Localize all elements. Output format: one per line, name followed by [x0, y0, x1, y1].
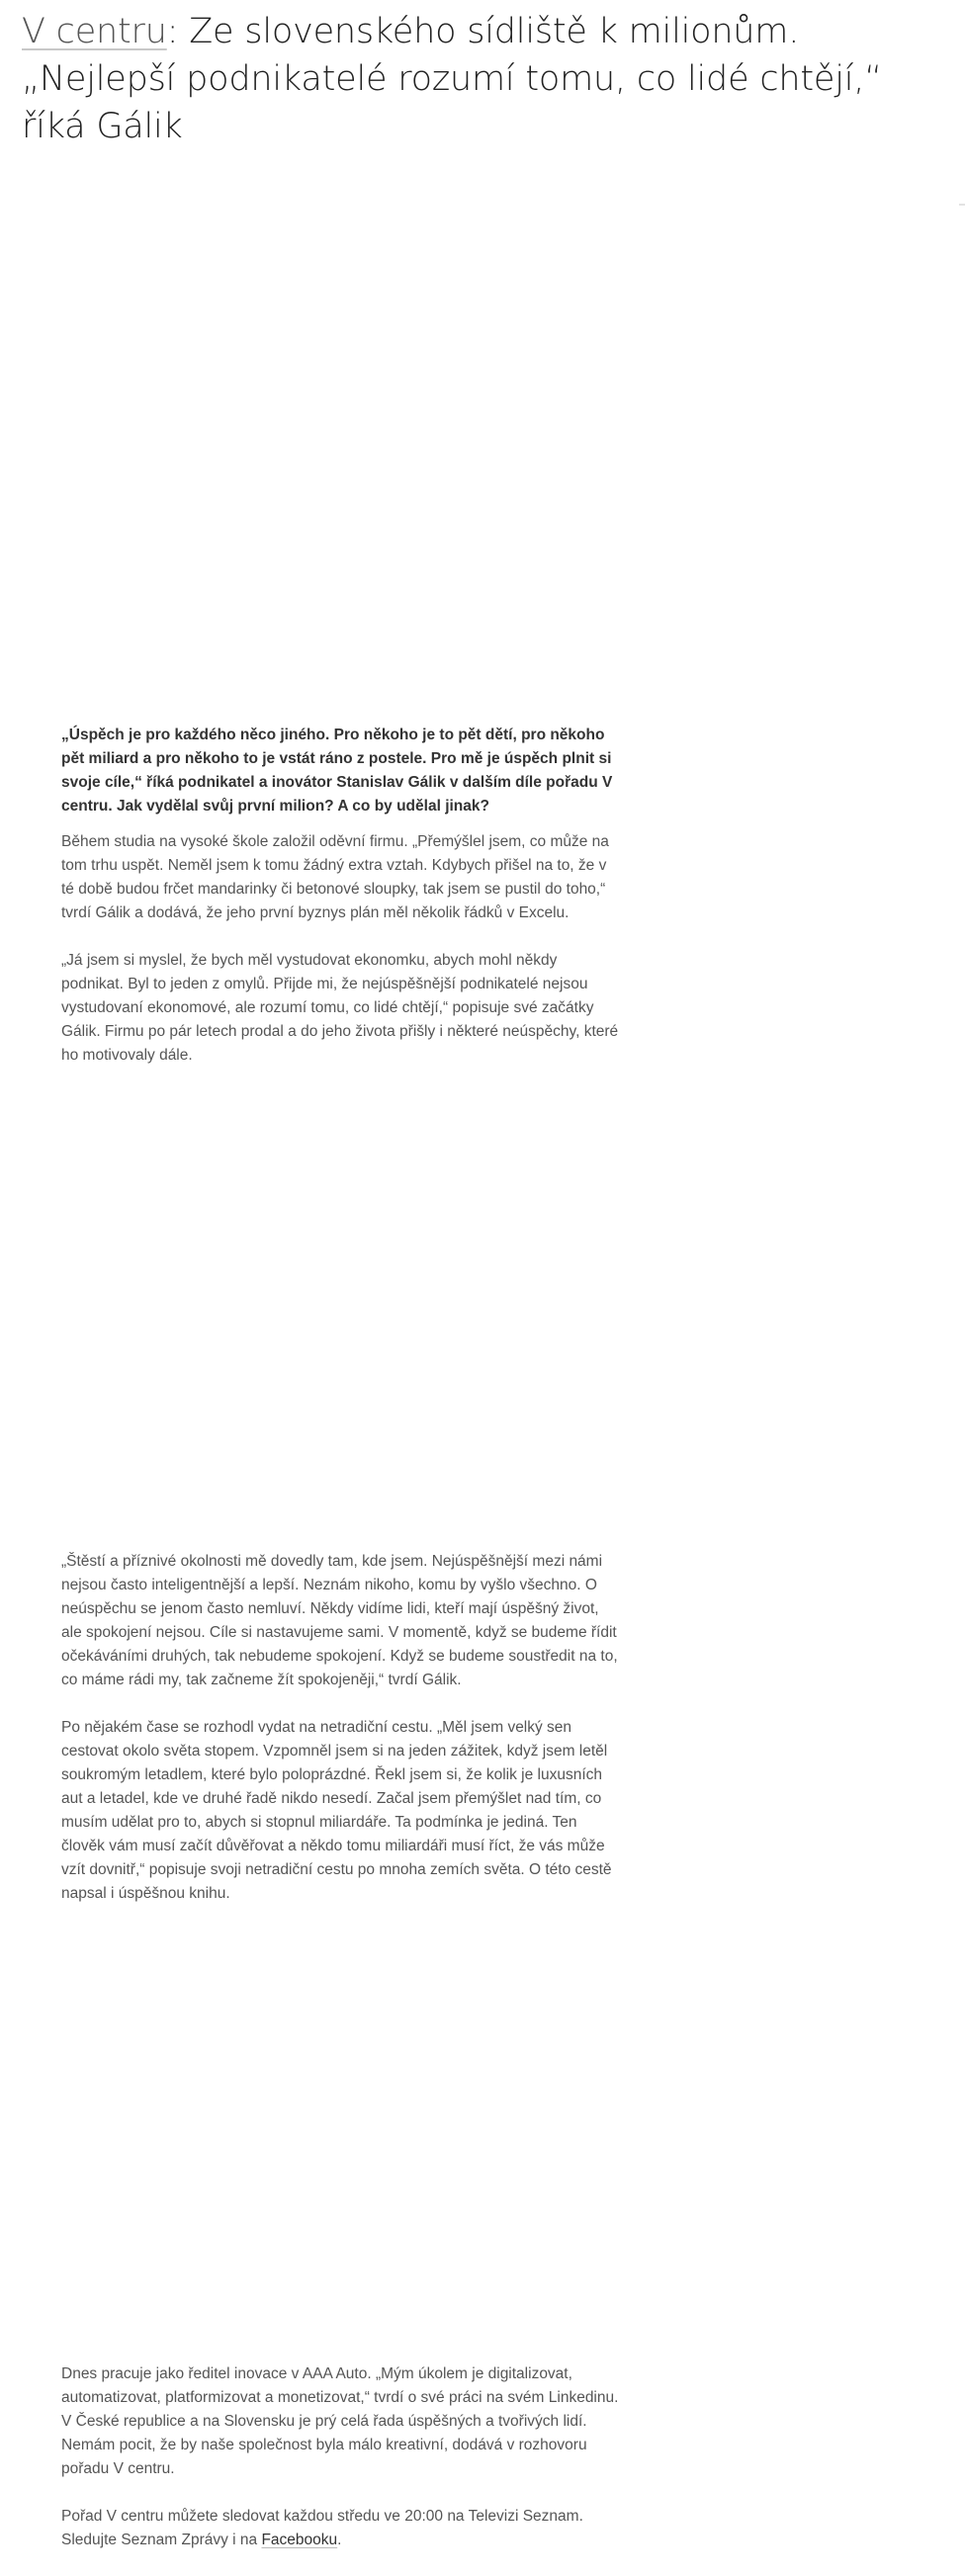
article-paragraph-5: Dnes pracuje jako ředitel inovace v AAA Auto. „Mým úkolem je digitalizovat, automatizovat, platformizovat a monetizovat,“ tvrdí o své práci na svém Linkedinu. V České republice a na Slovensku je prý celá řada úspěšných a tvořivých lidí. Nemám pocit, že by naše společnost byla málo kreativní, dodává v rozhovoru pořadu V centru.	[61, 2365, 619, 2477]
title-separator: :	[166, 12, 190, 51]
embedded-media-placeholder-1	[61, 1127, 615, 1542]
article-lead: „Úspěch je pro každého něco jiného. Pro někoho je to pět dětí, pro někoho pět miliard a pro někoho to je vstát ráno z postele. Pro mě je úspěch plnit si svoje cíle,“ říká podnikatel a inovátor Stanislav Gálik v dalším díle pořadu V centru. Jak vydělal svůj první milion? A co by udělal jinak?	[61, 727, 613, 815]
article-paragraph-4: Po nějakém čase se rozhodl vydat na netradiční cestu. „Měl jsem velký sen cestovat okolo světa stopem. Vzpomněl jsem si na jeden zážitek, když jsem letěl soukromým letadlem, které bylo poloprázdné. Řekl jsem si, že kolik je luxusních aut a letadel, kde ve druhé řadě nikdo nesedí. Začal jsem přemýšlet nad tím, co musím udělat pro to, abych si stopnul miliardáře. Ta podmínka je jediná. Ten člověk vám musí začít důvěřovat a někdo tomu miliardáři musí říct, že vás může vzít dovnitř,“ popisuje svoji netradiční cestu po mnoha zemích světa. O této cestě napsal i úspěšnou knihu.	[61, 1719, 612, 1902]
edge-marker	[959, 204, 965, 206]
article-paragraph-6-text: Pořad V centru můžete sledovat každou středu ve 20:00 na Televizi Seznam. Sledujte Seznam Zprávy i na	[61, 2508, 583, 2548]
article-paragraph-2: „Já jsem si myslel, že bych měl vystudovat ekonomku, abych mohl někdy podnikat. Byl to jeden z omylů. Přijde mi, že nejúspěšnější podnikatelé nejsou vystudovaní ekonomové, ale rozumí tomu, co lidé chtějí,“ popisuje své začátky Gálik. Firmu po pár letech prodal a do jeho života přišly i některé neúspěchy, které ho motivovaly dále.	[61, 952, 619, 1064]
video-player-placeholder	[61, 148, 615, 712]
title-category-link[interactable]: V centru	[22, 12, 167, 51]
article-section-3	[61, 2362, 620, 2576]
article-paragraph-1: Během studia na vysoké škole založil oděvní firmu. „Přemýšlel jsem, co může na tom trhu uspět. Neměl jsem k tomu žádný extra vztah. Kdybych přišel na to, že v té době budou frčet mandarinky či betonové sloupky, tak jsem se pustil do toho,“ tvrdí Gálik a dodává, že jeho první byznys plán měl několik řádků v Excelu.	[61, 833, 609, 921]
embedded-media-placeholder-2	[61, 1957, 615, 2353]
article-section-2	[61, 1550, 620, 1930]
article-paragraph-3: „Štěstí a příznivé okolnosti mě dovedly tam, kde jsem. Nejúspěšnější mezi námi nejsou často inteligentnější a lepší. Neznám nikoho, komu by vyšlo všechno. O neúspěchu se jenom často nemluví. Někdy vidíme lidi, kteří mají úspěšný život, ale spokojení nejsou. Cíle si nastavujeme sami. V momentě, když se budeme řídit očekáváními druhých, tak nebudeme spokojení. Když se budeme soustředit na to, co máme rádi my, tak začneme žít spokojeněji,“ tvrdí Gálik.	[61, 1553, 618, 1688]
page-title	[22, 8, 912, 150]
title-headline: Ze slovenského sídliště k milionům. „Nejlepší podnikatelé rozumí tomu, co lidé chtějí,“ říká Gálik	[22, 12, 883, 146]
article-paragraph-6	[61, 2505, 620, 2552]
facebook-link[interactable]: Facebooku	[261, 2532, 338, 2548]
article-paragraph-6-end: .	[337, 2532, 342, 2548]
article-section-1	[61, 724, 620, 1091]
